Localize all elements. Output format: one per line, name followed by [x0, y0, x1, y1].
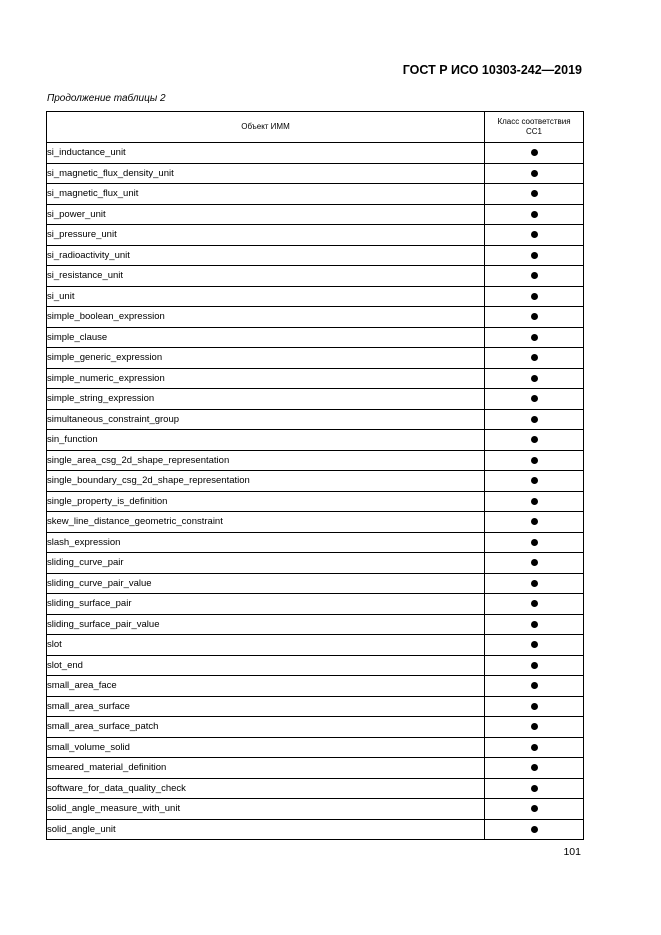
filled-circle-icon — [531, 662, 538, 669]
filled-circle-icon — [531, 354, 538, 361]
object-name-cell: sliding_curve_pair_value — [47, 573, 485, 594]
object-name-cell: solid_angle_measure_with_unit — [47, 799, 485, 820]
filled-circle-icon — [531, 334, 538, 341]
object-name-cell: si_radioactivity_unit — [47, 245, 485, 266]
conformance-cell — [485, 368, 584, 389]
object-name-cell: simple_generic_expression — [47, 348, 485, 369]
object-name-cell: si_inductance_unit — [47, 143, 485, 164]
filled-circle-icon — [531, 416, 538, 423]
table-row — [47, 266, 584, 287]
table-row — [47, 204, 584, 225]
conformance-cell — [485, 163, 584, 184]
object-name-cell: simple_clause — [47, 327, 485, 348]
conformance-cell — [485, 717, 584, 738]
object-name-cell: sliding_curve_pair — [47, 553, 485, 574]
filled-circle-icon — [531, 744, 538, 751]
conformance-cell — [485, 655, 584, 676]
filled-circle-icon — [531, 682, 538, 689]
conformance-cell — [485, 491, 584, 512]
conformance-cell — [485, 225, 584, 246]
table-row — [47, 409, 584, 430]
table-row — [47, 389, 584, 410]
filled-circle-icon — [531, 436, 538, 443]
filled-circle-icon — [531, 252, 538, 259]
object-name-cell: single_boundary_csg_2d_shape_representation — [47, 471, 485, 492]
table-row — [47, 676, 584, 697]
filled-circle-icon — [531, 621, 538, 628]
object-name-cell: sliding_surface_pair_value — [47, 614, 485, 635]
conformance-cell — [485, 553, 584, 574]
table-row — [47, 163, 584, 184]
table-row — [47, 307, 584, 328]
table-row — [47, 594, 584, 615]
filled-circle-icon — [531, 395, 538, 402]
filled-circle-icon — [531, 518, 538, 525]
table-row — [47, 286, 584, 307]
filled-circle-icon — [531, 313, 538, 320]
conformance-table — [46, 111, 584, 840]
object-name-cell: si_unit — [47, 286, 485, 307]
object-name-cell: single_property_is_definition — [47, 491, 485, 512]
conformance-cell — [485, 696, 584, 717]
column-header-class-sub: СС1 — [525, 127, 542, 136]
table-row — [47, 512, 584, 533]
object-name-cell: simple_string_expression — [47, 389, 485, 410]
conformance-cell — [485, 430, 584, 451]
filled-circle-icon — [531, 723, 538, 730]
object-name-cell: simultaneous_constraint_group — [47, 409, 485, 430]
filled-circle-icon — [531, 170, 538, 177]
filled-circle-icon — [531, 805, 538, 812]
object-name-cell: si_power_unit — [47, 204, 485, 225]
conformance-cell — [485, 737, 584, 758]
conformance-cell — [485, 245, 584, 266]
table-row — [47, 225, 584, 246]
filled-circle-icon — [531, 211, 538, 218]
filled-circle-icon — [531, 826, 538, 833]
conformance-cell — [485, 819, 584, 840]
table-row — [47, 717, 584, 738]
document-code: ГОСТ Р ИСО 10303-242—2019 — [402, 63, 582, 77]
object-name-cell: smeared_material_definition — [47, 758, 485, 779]
object-name-cell: single_area_csg_2d_shape_representation — [47, 450, 485, 471]
conformance-cell — [485, 614, 584, 635]
object-name-cell: slot_end — [47, 655, 485, 676]
conformance-cell — [485, 676, 584, 697]
table-row — [47, 491, 584, 512]
table-body — [47, 143, 584, 840]
conformance-cell — [485, 512, 584, 533]
filled-circle-icon — [531, 498, 538, 505]
table-row — [47, 430, 584, 451]
table-header-row — [47, 112, 584, 143]
object-name-cell: small_area_surface_patch — [47, 717, 485, 738]
column-header-object: Объект ИММ — [47, 112, 485, 143]
filled-circle-icon — [531, 600, 538, 607]
filled-circle-icon — [531, 785, 538, 792]
column-header-class — [485, 112, 584, 143]
object-name-cell: si_pressure_unit — [47, 225, 485, 246]
object-name-cell: simple_numeric_expression — [47, 368, 485, 389]
object-name-cell: si_magnetic_flux_unit — [47, 184, 485, 205]
filled-circle-icon — [531, 190, 538, 197]
conformance-cell — [485, 799, 584, 820]
table-row — [47, 655, 584, 676]
table-row — [47, 819, 584, 840]
object-name-cell: software_for_data_quality_check — [47, 778, 485, 799]
conformance-cell — [485, 327, 584, 348]
table-row — [47, 348, 584, 369]
filled-circle-icon — [531, 764, 538, 771]
conformance-cell — [485, 409, 584, 430]
table-row — [47, 799, 584, 820]
filled-circle-icon — [531, 231, 538, 238]
conformance-cell — [485, 307, 584, 328]
object-name-cell: sliding_surface_pair — [47, 594, 485, 615]
filled-circle-icon — [531, 149, 538, 156]
object-name-cell: sin_function — [47, 430, 485, 451]
conformance-cell — [485, 204, 584, 225]
object-name-cell: solid_angle_unit — [47, 819, 485, 840]
conformance-cell — [485, 184, 584, 205]
filled-circle-icon — [531, 272, 538, 279]
filled-circle-icon — [531, 580, 538, 587]
filled-circle-icon — [531, 641, 538, 648]
conformance-cell — [485, 635, 584, 656]
table-row — [47, 737, 584, 758]
conformance-cell — [485, 594, 584, 615]
conformance-cell — [485, 286, 584, 307]
filled-circle-icon — [531, 703, 538, 710]
table-row — [47, 450, 584, 471]
table-row — [47, 143, 584, 164]
filled-circle-icon — [531, 375, 538, 382]
table-row — [47, 573, 584, 594]
table-row — [47, 368, 584, 389]
conformance-cell — [485, 573, 584, 594]
table-row — [47, 614, 584, 635]
object-name-cell: slot — [47, 635, 485, 656]
object-name-cell: si_resistance_unit — [47, 266, 485, 287]
filled-circle-icon — [531, 477, 538, 484]
object-name-cell: small_volume_solid — [47, 737, 485, 758]
table-row — [47, 635, 584, 656]
object-name-cell: small_area_face — [47, 676, 485, 697]
table-row — [47, 778, 584, 799]
filled-circle-icon — [531, 293, 538, 300]
object-name-cell: skew_line_distance_geometric_constraint — [47, 512, 485, 533]
column-header-class-label: Класс соответствия — [497, 116, 571, 126]
page-number: 101 — [563, 846, 581, 858]
object-name-cell: simple_boolean_expression — [47, 307, 485, 328]
conformance-cell — [485, 778, 584, 799]
conformance-cell — [485, 450, 584, 471]
filled-circle-icon — [531, 539, 538, 546]
table-row — [47, 696, 584, 717]
table-row — [47, 245, 584, 266]
table-row — [47, 184, 584, 205]
table-row — [47, 327, 584, 348]
conformance-cell — [485, 389, 584, 410]
table-row — [47, 553, 584, 574]
object-name-cell: slash_expression — [47, 532, 485, 553]
conformance-cell — [485, 471, 584, 492]
table-row — [47, 758, 584, 779]
object-name-cell: si_magnetic_flux_density_unit — [47, 163, 485, 184]
table-caption: Продолжение таблицы 2 — [47, 93, 166, 104]
conformance-cell — [485, 532, 584, 553]
conformance-cell — [485, 143, 584, 164]
filled-circle-icon — [531, 559, 538, 566]
table-row — [47, 532, 584, 553]
conformance-cell — [485, 266, 584, 287]
object-name-cell: small_area_surface — [47, 696, 485, 717]
table-row — [47, 471, 584, 492]
conformance-cell — [485, 348, 584, 369]
filled-circle-icon — [531, 457, 538, 464]
conformance-cell — [485, 758, 584, 779]
